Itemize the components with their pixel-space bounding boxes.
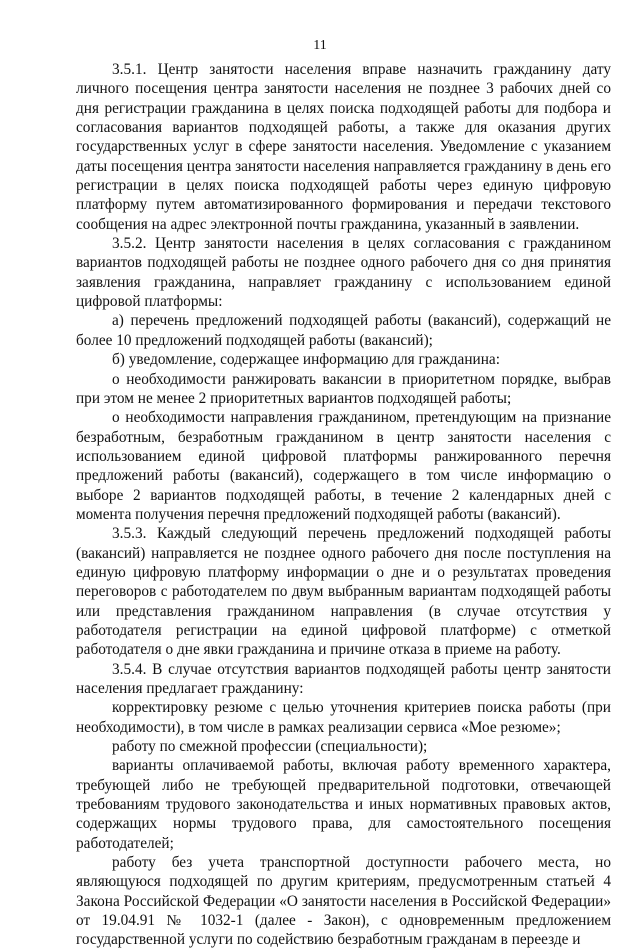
paragraph-3-5-3: 3.5.3. Каждый следующий перечень предложений подходящей работы (вакансий) направляется не позднее одного рабочего дня после поступления на единую цифровую платформу информации о дне и о результатах проведения переговоров с работодателем по двум выбранным вариантам подходящей работы или представления гражданином направления (в случае отсутствия у работодателя регистрации на единой цифровой платформе) с отметкой работодателя о дне явки гражданина и причине отказа в приеме на работу. bbox=[76, 525, 611, 659]
notice-item-ranking: о необходимости ранжировать вакансии в приоритетном порядке, выбрав при этом не менее 2 приоритетных вариантов подходящей работы; bbox=[76, 370, 611, 407]
paragraph-3-5-2: 3.5.2. Центр занятости населения в целях согласования с гражданином вариантов подходящей работы не позднее одного рабочего дня со дня принятия заявления гражданина, направляет гражданину с использованием единой цифровой платформы: bbox=[76, 235, 611, 311]
option-resume-correction: корректировку резюме с целью уточнения критериев поиска работы (при необходимости), в том числе в рамках реализации сервиса «Мое резюме»; bbox=[76, 699, 611, 736]
option-work-without-transport: работу без учета транспортной доступности рабочего места, но являющуюся подходящей по другим критериям, предусмотренным статьей 4 Закона Российской Федерации «О занятости населения в Российской Федерации» от 19.04.91 № 1032-1 (далее - Закон), с одновременным предложением государственной услуги по содействию безработным гражданам в переезде и bbox=[76, 854, 611, 949]
page-number: 11 bbox=[313, 38, 327, 53]
list-item-b: б) уведомление, содержащее информацию для гражданина: bbox=[112, 351, 500, 369]
option-related-profession: работу по смежной профессии (специальности); bbox=[112, 738, 428, 756]
paragraph-3-5-4: 3.5.4. В случае отсутствия вариантов подходящей работы центр занятости населения предлагает гражданину: bbox=[76, 660, 611, 697]
list-item-a: а) перечень предложений подходящей работы (вакансий), содержащий не более 10 предложений подходящей работы (вакансий); bbox=[76, 312, 611, 349]
document-body bbox=[76, 60, 611, 950]
option-paid-work: варианты оплачиваемой работы, включая работу временного характера, требующей либо не требующей предварительной подготовки, отвечающей требованиям трудового законодательства и иных нормативных правовых актов, содержащих нормы трудового права, для самостоятельного посещения работодателей; bbox=[76, 757, 611, 852]
notice-item-submission: о необходимости направления гражданином, претендующим на признание безработным, безработным гражданином в центр занятости населения с использованием единой цифровой платформы ранжированного перечня предложений работы (вакансий), содержащего в том числе информацию о выборе 2 вариантов подходящей работы, в течение 2 календарных дней с момента получения перечня предложений подходящей работы (вакансий). bbox=[76, 409, 611, 523]
paragraph-3-5-1: 3.5.1. Центр занятости населения вправе назначить гражданину дату личного посещения центра занятости населения не позднее 3 рабочих дней со дня регистрации гражданина в целях поиска подходящей работы для подбора и согласования вариантов подходящей работы, а также для оказания других государственных услуг в сфере занятости населения. Уведомление с указанием даты посещения центра занятости населения направляется гражданину в день его регистрации в целях поиска подходящей работы через единую цифровую платформу путем автоматизированного формирования и передачи текстового сообщения на адрес электронной почты гражданина, указанный в заявлении. bbox=[76, 61, 611, 233]
